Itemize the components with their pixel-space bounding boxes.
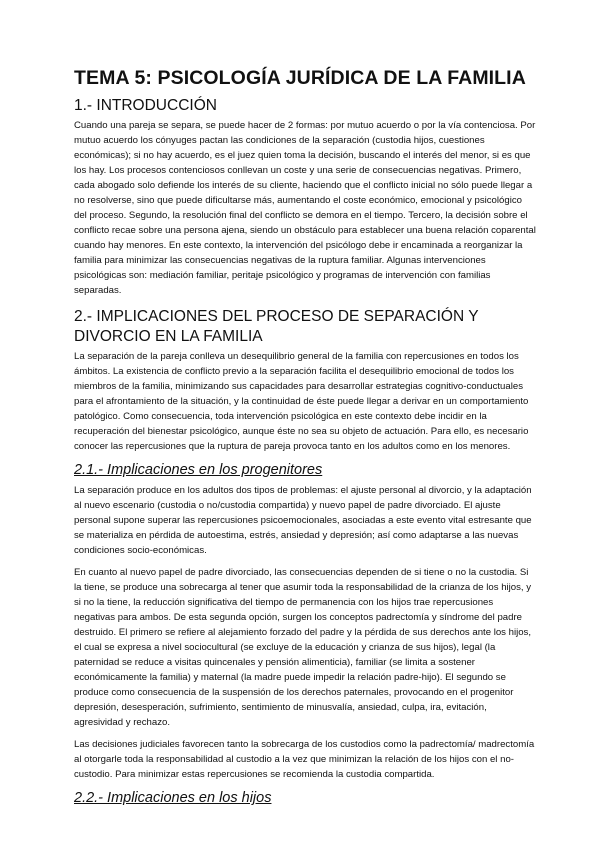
section-2-heading: 2.- IMPLICACIONES DEL PROCESO DE SEPARACIÓN Y DIVORCIO EN LA FAMILIA: [74, 308, 479, 345]
section-2-2-heading: 2.2.- Implicaciones en los hijos: [74, 790, 272, 806]
section-2-paragraph: La separación de la pareja conlleva un desequilibrio general de la familia con repercusiones en todos los ámbitos. La existencia de conflicto previo a la separación facilita el desequilibrio emocional de todos los miembros de la familia, minimizando sus capacidades para desarrollar estrategias cognitivo-conductuales para el afrontamiento de la situación, y la continuidad de éste puede llegar a derivar en un comportamiento patológico. Como consecuencia, toda intervención psicológica en este contexto debe incidir en la recuperación del bienestar psicológico, aunque éste no sea su objeto de actuación. Para ello, es necesario conocer las repercusiones que la ruptura de pareja provoca tanto en los adultos como en los menores.: [74, 351, 529, 452]
section-2-1-heading: 2.1.- Implicaciones en los progenitores: [74, 462, 323, 478]
section-1-heading: 1.- INTRODUCCIÓN: [74, 97, 217, 114]
section-2-1-paragraph-1: La separación produce en los adultos dos tipos de problemas: el ajuste personal al divorcio, y la adaptación al nuevo escenario (custodia o no/custodia compartida) y nuevo papel de padre divorciado. El ajuste personal supone superar las repercusiones psicoemocionales, asociadas a este evento vital estresante que se materializa en pérdida de autoestima, estrés, ansiedad y depresión; así como adaptarse a las nuevas condiciones socio-económicas.: [74, 485, 532, 556]
section-2-1-paragraph-2: En cuanto al nuevo papel de padre divorciado, las consecuencias dependen de si tiene o no la custodia. Si la tiene, se produce una sobrecarga al tener que asumir toda la responsabilidad de la crianza de los hijos, y si no la tiene, la reducción significativa del tiempo de permanencia con los hijos trae repercusiones negativas para ambos. De esta segunda opción, surgen los conceptos padrectomía y síndrome del padre destruido. El primero se refiere al alejamiento forzado del padre y la pérdida de sus derechos ante los hijos, el cual se expresa a nivel sociocultural (se excluye de la educación y crianza de sus hijos), legal (la paternidad se reduce a visitas quincenales y pensión alimenticia), familiar (se limita a sostener económicamente la familia) y maternal (la madre puede impedir la relación padre-hijo). El segundo se produce como consecuencia de la suspensión de los derechos paternales, provocando en el progenitor depresión, desesperación, sufrimiento, sentimiento de minusvalía, ansiedad, culpa, ira, evitación, agresividad y rechazo.: [74, 567, 532, 728]
document-title: TEMA 5: PSICOLOGÍA JURÍDICA DE LA FAMILIA: [74, 67, 526, 89]
section-1-paragraph: Cuando una pareja se separa, se puede hacer de 2 formas: por mutuo acuerdo o por la vía contenciosa. Por mutuo acuerdo los cónyuges pactan las condiciones de la separación (custodia hijos, cuestiones económicas); si no hay acuerdo, es el juez quien toma la decisión, buscando el interés del menor, si es que los hay. Los procesos contenciosos conllevan un coste y una serie de consecuencias negativas. Primero, cada abogado solo defiende los interés de su cliente, haciendo que el conflicto inicial no sólo puede llegar a no resolverse, sino que puede dificultarse más, aumentando el coste económico, emocional y psicológico del proceso. Segundo, la resolución final del conflicto se demora en el tiempo. Tercero, la decisión sobre el conflicto recae sobre una persona ajena, siendo un obstáculo para establecer una buena relación coparental cuando hay menores. En este contexto, la intervención del psicólogo debe ir encaminada a reorganizar la familia para minimizar las consecuencias negativas de la ruptura familiar. Algunas intervenciones psicológicas son: mediación familiar, peritaje psicológico y programas de intervención con familias separadas.: [74, 120, 536, 296]
section-2-1-paragraph-3: Las decisiones judiciales favorecen tanto la sobrecarga de los custodios como la padrectomía/ madrectomía al otorgarle toda la responsabilidad al custodio a la vez que minimizan la relación de los hijos con el no-custodio. Para minimizar estas repercusiones se recomienda la custodia compartida.: [74, 739, 535, 780]
